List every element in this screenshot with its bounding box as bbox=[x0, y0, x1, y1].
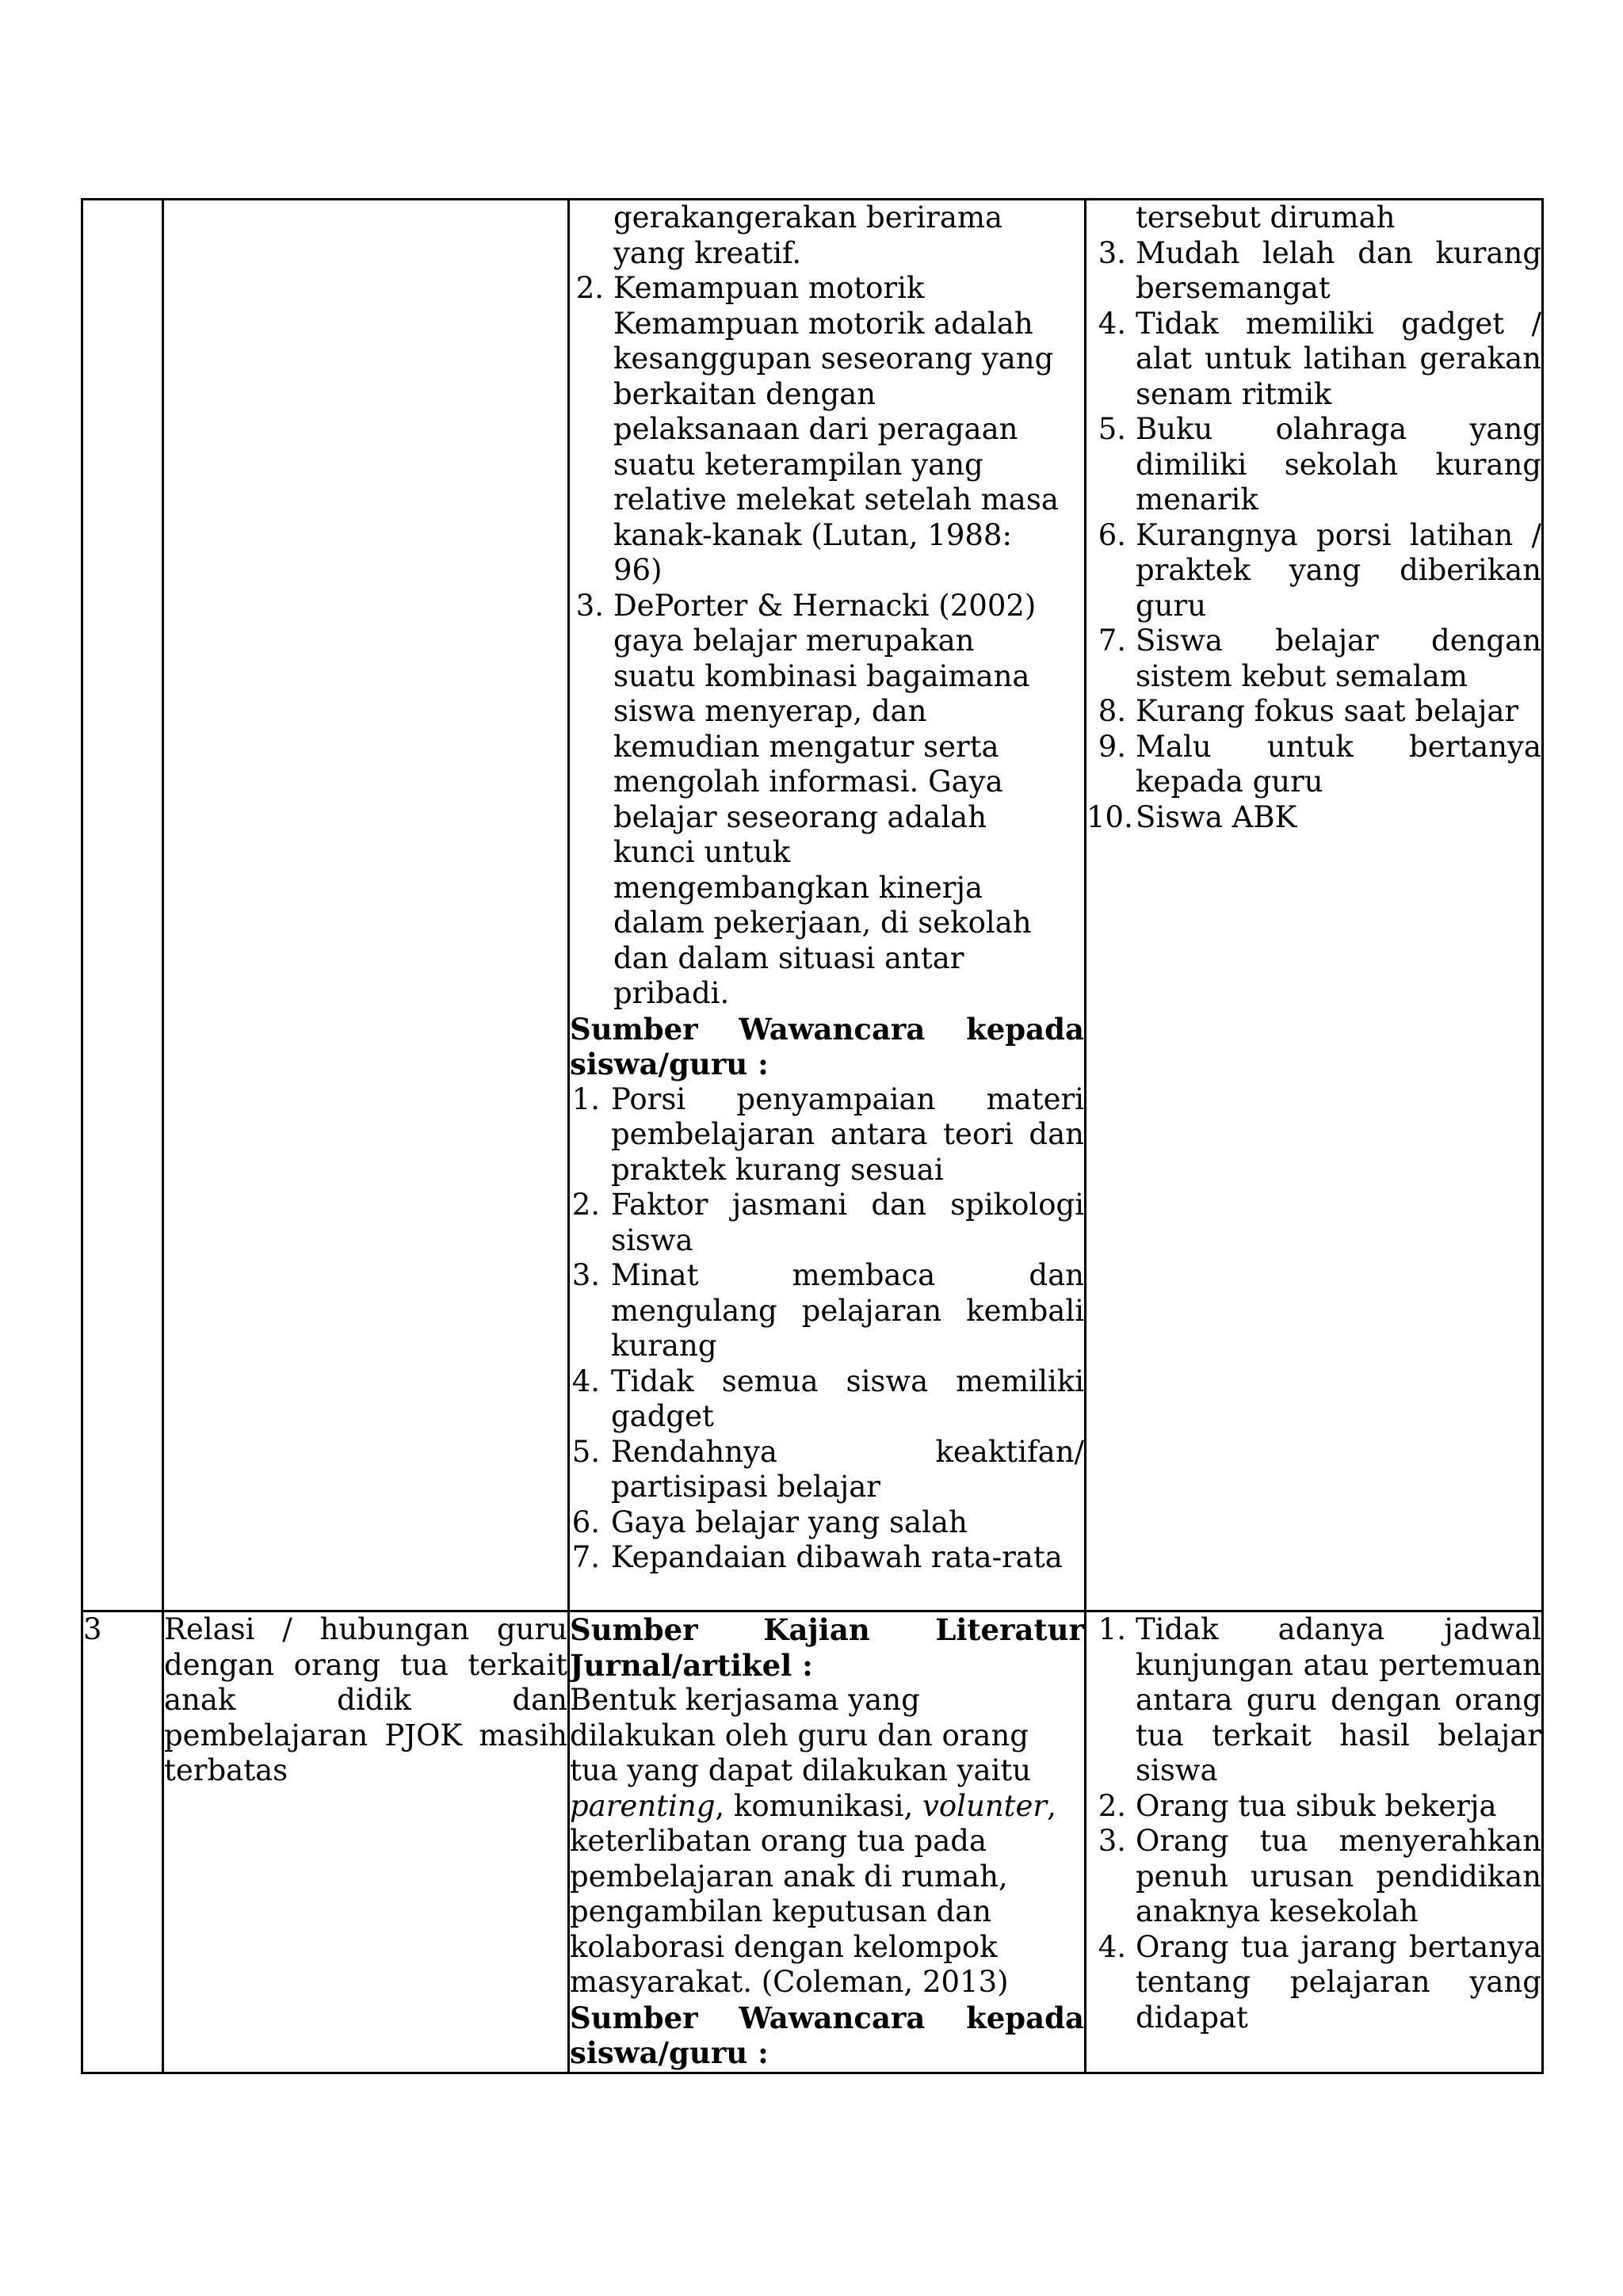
list-number: 7. bbox=[571, 1540, 600, 1574]
list-item-text: Mudah lelah dan kurang bersemangat bbox=[1136, 235, 1541, 305]
table-row bbox=[82, 1611, 1543, 2073]
list-item bbox=[570, 589, 1084, 1012]
list-number: 3. bbox=[1098, 235, 1126, 270]
list-item-text: Tidak adanya jadwal kunjungan atau pertemuan antara guru dengan orang tua terkait hasil belajar siswa bbox=[1136, 1612, 1541, 1787]
text-line: yang kreatif. bbox=[613, 235, 802, 270]
text-line bbox=[570, 1789, 1084, 1825]
text-line: Kemampuan motorik adalah bbox=[613, 306, 1033, 341]
text-line: kemudian mengatur serta bbox=[613, 729, 999, 764]
text-line: masyarakat. (Coleman, 2013) bbox=[570, 1965, 1009, 1999]
list-item-text: Rendahnya keaktifan/ partisipasi belajar bbox=[611, 1434, 1084, 1504]
text-line: pembelajaran anak di rumah, bbox=[570, 1859, 1008, 1894]
list-item bbox=[570, 271, 1084, 589]
text-line: 96) bbox=[613, 553, 663, 587]
list-item-text: Gaya belajar yang salah bbox=[611, 1505, 968, 1539]
literature-cell bbox=[569, 1611, 1086, 2073]
text-line: relative melekat setelah masa bbox=[613, 482, 1059, 517]
list-item-text: Kepandaian dibawah rata-rata bbox=[611, 1540, 1063, 1574]
list-item-text: Orang tua sibuk bekerja bbox=[1136, 1788, 1497, 1823]
row-number-cell bbox=[82, 200, 163, 1611]
list-number: 2. bbox=[575, 271, 604, 305]
text-span: , bbox=[1047, 1788, 1056, 1823]
text-line: Bentuk kerjasama yang bbox=[570, 1683, 920, 1717]
list-item-continuation: tersebut dirumah bbox=[1136, 200, 1396, 235]
list-item bbox=[1086, 1930, 1541, 2036]
list-number: 2. bbox=[571, 1188, 600, 1222]
text-line: kesanggupan seseorang yang bbox=[613, 341, 1054, 376]
list-number: 8. bbox=[1098, 694, 1126, 728]
list-item bbox=[1086, 1789, 1541, 1825]
list-item bbox=[1086, 624, 1541, 694]
text-line: mengolah informasi. Gaya bbox=[613, 765, 1003, 799]
heading-line: siswa/guru : bbox=[570, 2035, 769, 2070]
text-span: , komunikasi, bbox=[715, 1788, 922, 1823]
literature-paragraph bbox=[570, 1683, 1084, 2000]
list-item bbox=[1086, 236, 1541, 307]
list-item bbox=[570, 1082, 1084, 1188]
emphasis-text: volunter bbox=[922, 1788, 1048, 1823]
list-item bbox=[1086, 1612, 1541, 1789]
list-item bbox=[570, 1435, 1084, 1505]
text-line: tua yang dapat dilakukan yaitu bbox=[570, 1753, 1032, 1787]
text-line: dan dalam situasi antar bbox=[613, 940, 964, 975]
observation-cell bbox=[1086, 1611, 1543, 2073]
text-line: dilakukan oleh guru dan orang bbox=[570, 1718, 1029, 1753]
list-item bbox=[1086, 730, 1541, 800]
text-line: dalam pekerjaan, di sekolah bbox=[613, 906, 1032, 940]
list-item-text: Orang tua jarang bertanya tentang pelajaran yang didapat bbox=[1136, 1929, 1541, 2035]
text-line: belajar seseorang adalah bbox=[613, 799, 987, 834]
emphasis-text: parenting bbox=[570, 1788, 716, 1823]
heading-line: Sumber Kajian Literatur bbox=[570, 1612, 1084, 1647]
list-item-continuation bbox=[570, 200, 1084, 271]
list-number: 10. bbox=[1086, 799, 1133, 834]
list-number: 6. bbox=[571, 1505, 600, 1539]
text-line: Kemampuan motorik bbox=[613, 271, 925, 305]
list-item bbox=[1086, 412, 1541, 518]
heading-line: siswa/guru : bbox=[570, 1047, 769, 1081]
list-item bbox=[570, 1188, 1084, 1258]
list-item bbox=[570, 1258, 1084, 1364]
issue-cell: Relasi / hubungan guru dengan orang tua terkait anak didik dan pembelajaran PJOK masih terbatas bbox=[163, 1611, 569, 2073]
text-line: mengembangkan kinerja bbox=[613, 870, 983, 905]
text-line: suatu kombinasi bagaimana bbox=[613, 658, 1030, 693]
list-number: 4. bbox=[1098, 1929, 1126, 1964]
list-item-text: Buku olahraga yang dimiliki sekolah kurang menarik bbox=[1136, 412, 1541, 517]
list-item-text: Orang tua menyerahkan penuh urusan pendidikan anaknya kesekolah bbox=[1136, 1824, 1541, 1928]
section-heading bbox=[570, 1012, 1084, 1082]
list-item-text bbox=[613, 589, 1084, 1012]
list-number: 3. bbox=[1098, 1824, 1126, 1858]
text-line: pengambilan keputusan dan bbox=[570, 1894, 991, 1928]
list-item bbox=[1086, 1824, 1541, 1930]
list-number: 7. bbox=[1098, 624, 1126, 658]
list-item bbox=[1086, 800, 1541, 836]
text-line: siswa menyerap, dan bbox=[613, 694, 927, 728]
text-line: gerakangerakan berirama bbox=[613, 200, 1003, 235]
heading-line: Sumber Wawancara kepada bbox=[570, 1011, 1084, 1047]
list-item-text: Tidak semua siswa memiliki gadget bbox=[611, 1363, 1084, 1433]
list-number: 9. bbox=[1098, 729, 1126, 764]
literature-list bbox=[570, 271, 1084, 1012]
list-number: 1. bbox=[1098, 1612, 1126, 1646]
list-item-text: Tidak memiliki gadget / alat untuk latihan gerakan senam ritmik bbox=[1136, 306, 1541, 411]
list-item bbox=[1086, 518, 1541, 624]
list-item bbox=[1086, 694, 1541, 730]
list-item-text: Malu untuk bertanya kepada guru bbox=[1136, 729, 1541, 799]
list-item-text bbox=[613, 271, 1084, 589]
list-item bbox=[570, 1540, 1084, 1576]
list-number: 6. bbox=[1098, 517, 1126, 552]
list-item-text: Siswa ABK bbox=[1136, 799, 1297, 834]
list-number: 4. bbox=[1098, 306, 1126, 341]
section-heading bbox=[570, 1612, 1084, 1683]
document-table bbox=[81, 198, 1544, 2074]
text-line: pelaksanaan dari peragaan bbox=[613, 412, 1018, 446]
list-number: 5. bbox=[571, 1434, 600, 1469]
text-line: kolaborasi dengan kelompok bbox=[570, 1929, 998, 1964]
heading-line: Sumber Wawancara kepada bbox=[570, 2000, 1084, 2035]
list-item-text: Siswa belajar dengan sistem kebut semalam bbox=[1136, 624, 1541, 693]
text-line: pribadi. bbox=[613, 976, 730, 1010]
observation-list bbox=[1086, 1612, 1541, 2035]
observation-list bbox=[1086, 236, 1541, 836]
list-item-text: Kurang fokus saat belajar bbox=[1136, 694, 1519, 728]
text-line: kanak-kanak (Lutan, 1988: bbox=[613, 517, 1012, 552]
list-number: 5. bbox=[1098, 412, 1126, 446]
table-row bbox=[82, 200, 1543, 1611]
list-number: 4. bbox=[571, 1363, 600, 1398]
list-item bbox=[1086, 307, 1541, 413]
list-item bbox=[570, 1364, 1084, 1435]
interview-list bbox=[570, 1082, 1084, 1576]
text-line: kunci untuk bbox=[613, 835, 791, 869]
text-line: keterlibatan orang tua pada bbox=[570, 1824, 987, 1858]
list-number: 3. bbox=[571, 1258, 600, 1292]
list-item-text: Faktor jasmani dan spikologi siswa bbox=[611, 1188, 1084, 1257]
list-number: 3. bbox=[575, 588, 604, 623]
text-line: gaya belajar merupakan bbox=[613, 624, 975, 658]
list-item-text: Porsi penyampaian materi pembelajaran antara teori dan praktek kurang sesuai bbox=[611, 1081, 1084, 1187]
issue-cell bbox=[163, 200, 569, 1611]
heading-line: Jurnal/artikel : bbox=[570, 1647, 813, 1683]
text-line: berkaitan dengan bbox=[613, 376, 876, 411]
list-number: 1. bbox=[571, 1081, 600, 1116]
section-heading bbox=[570, 2000, 1084, 2071]
literature-cell bbox=[569, 200, 1086, 1611]
observation-cell bbox=[1086, 200, 1543, 1611]
list-item-text: Minat membaca dan mengulang pelajaran kembali kurang bbox=[611, 1258, 1084, 1363]
list-item-text: Kurangnya porsi latihan / praktek yang diberikan guru bbox=[1136, 517, 1541, 623]
text-line: suatu keterampilan yang bbox=[613, 447, 983, 482]
row-number-cell: 3 bbox=[82, 1611, 163, 2073]
list-number: 2. bbox=[1098, 1788, 1126, 1823]
text-line: DePorter & Hernacki (2002) bbox=[613, 588, 1037, 623]
list-item bbox=[570, 1505, 1084, 1541]
